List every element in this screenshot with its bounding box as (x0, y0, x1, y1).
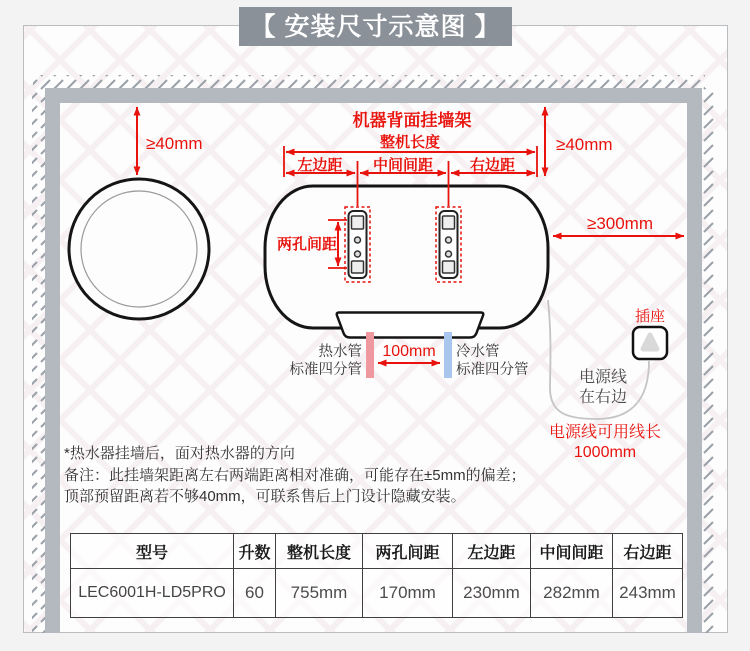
bracket-header-label: 机器背面挂墙架 (352, 111, 472, 130)
cold-pipe-label: 冷水管 (456, 344, 500, 360)
remark-line-3: 顶部预留距离若不够40mm，可联系售后上门设计隐藏安装。 (64, 488, 466, 505)
hole-spacing-label: 两孔间距 (276, 236, 337, 253)
socket-label: 插座 (634, 308, 666, 325)
cell-left-margin: 230mm (453, 569, 531, 618)
cord-length-line1: 电源线可用线长 (548, 424, 662, 441)
hot-pipe-label: 热水管 (318, 344, 362, 360)
heater-control-panel (337, 313, 484, 338)
remarks (64, 443, 526, 508)
hot-water-pipe (366, 332, 374, 378)
wall-right (687, 88, 702, 633)
spec-table (70, 533, 683, 618)
cell-hole-spacing: 170mm (363, 569, 453, 618)
header-left-margin: 左边距 (453, 534, 531, 569)
cell-model: LEC6001H-LD5PRO (71, 569, 234, 618)
wall-hatch-left (32, 88, 45, 633)
header-hole-spacing: 两孔间距 (363, 534, 453, 569)
dim-label-top-left-clearance: ≥40mm (146, 134, 203, 153)
wall-hatch-right (702, 88, 715, 633)
right-margin-label: 右边距 (469, 157, 516, 174)
page-title: 【 安装尺寸示意图 】 (250, 13, 501, 41)
cord-length-line2: 1000mm (573, 444, 637, 461)
cold-pipe-sub-label: 标准四分管 (456, 362, 529, 378)
header-overall-length: 整机长度 (276, 534, 363, 569)
pipe-gap-label: 100mm (382, 343, 436, 360)
hot-pipe-sub-label: 标准四分管 (289, 362, 362, 378)
cord-note-line1: 电源线 (578, 369, 628, 386)
header-liters: 升数 (234, 534, 276, 569)
spec-table-data-row (71, 569, 683, 618)
cell-overall-length: 755mm (276, 569, 363, 618)
wall-top (45, 88, 702, 103)
spec-table-header-row (71, 534, 683, 569)
dim-label-top-right-clearance: ≥40mm (556, 135, 613, 154)
heater-body (265, 186, 548, 328)
cell-right-margin: 243mm (613, 569, 683, 618)
remark-line-2: 备注：此挂墙架距离左右两端距离相对准确，可能存在±5mm的偏差； (64, 466, 526, 484)
heater-end-view (69, 179, 209, 319)
header-right-margin: 右边距 (613, 534, 683, 569)
remark-line-1: *热水器挂墙后，面对热水器的方向 (64, 445, 295, 462)
header-model: 型号 (71, 534, 234, 569)
overall-length-label: 整机长度 (379, 134, 441, 151)
mount-bracket-left (345, 207, 370, 282)
cell-middle-spacing: 282mm (531, 569, 613, 618)
wall-hatch-top (33, 75, 705, 88)
middle-spacing-label: 中间间距 (372, 157, 434, 174)
dim-label-right-clearance: ≥300mm (586, 214, 654, 233)
wall-left (45, 88, 60, 633)
left-margin-label: 左边距 (297, 157, 343, 174)
mount-bracket-right (436, 207, 461, 282)
header-middle-spacing: 中间间距 (531, 534, 613, 569)
cold-water-pipe (444, 332, 452, 378)
cell-liters: 60 (234, 569, 276, 618)
cord-note-line2: 在右边 (578, 389, 628, 406)
